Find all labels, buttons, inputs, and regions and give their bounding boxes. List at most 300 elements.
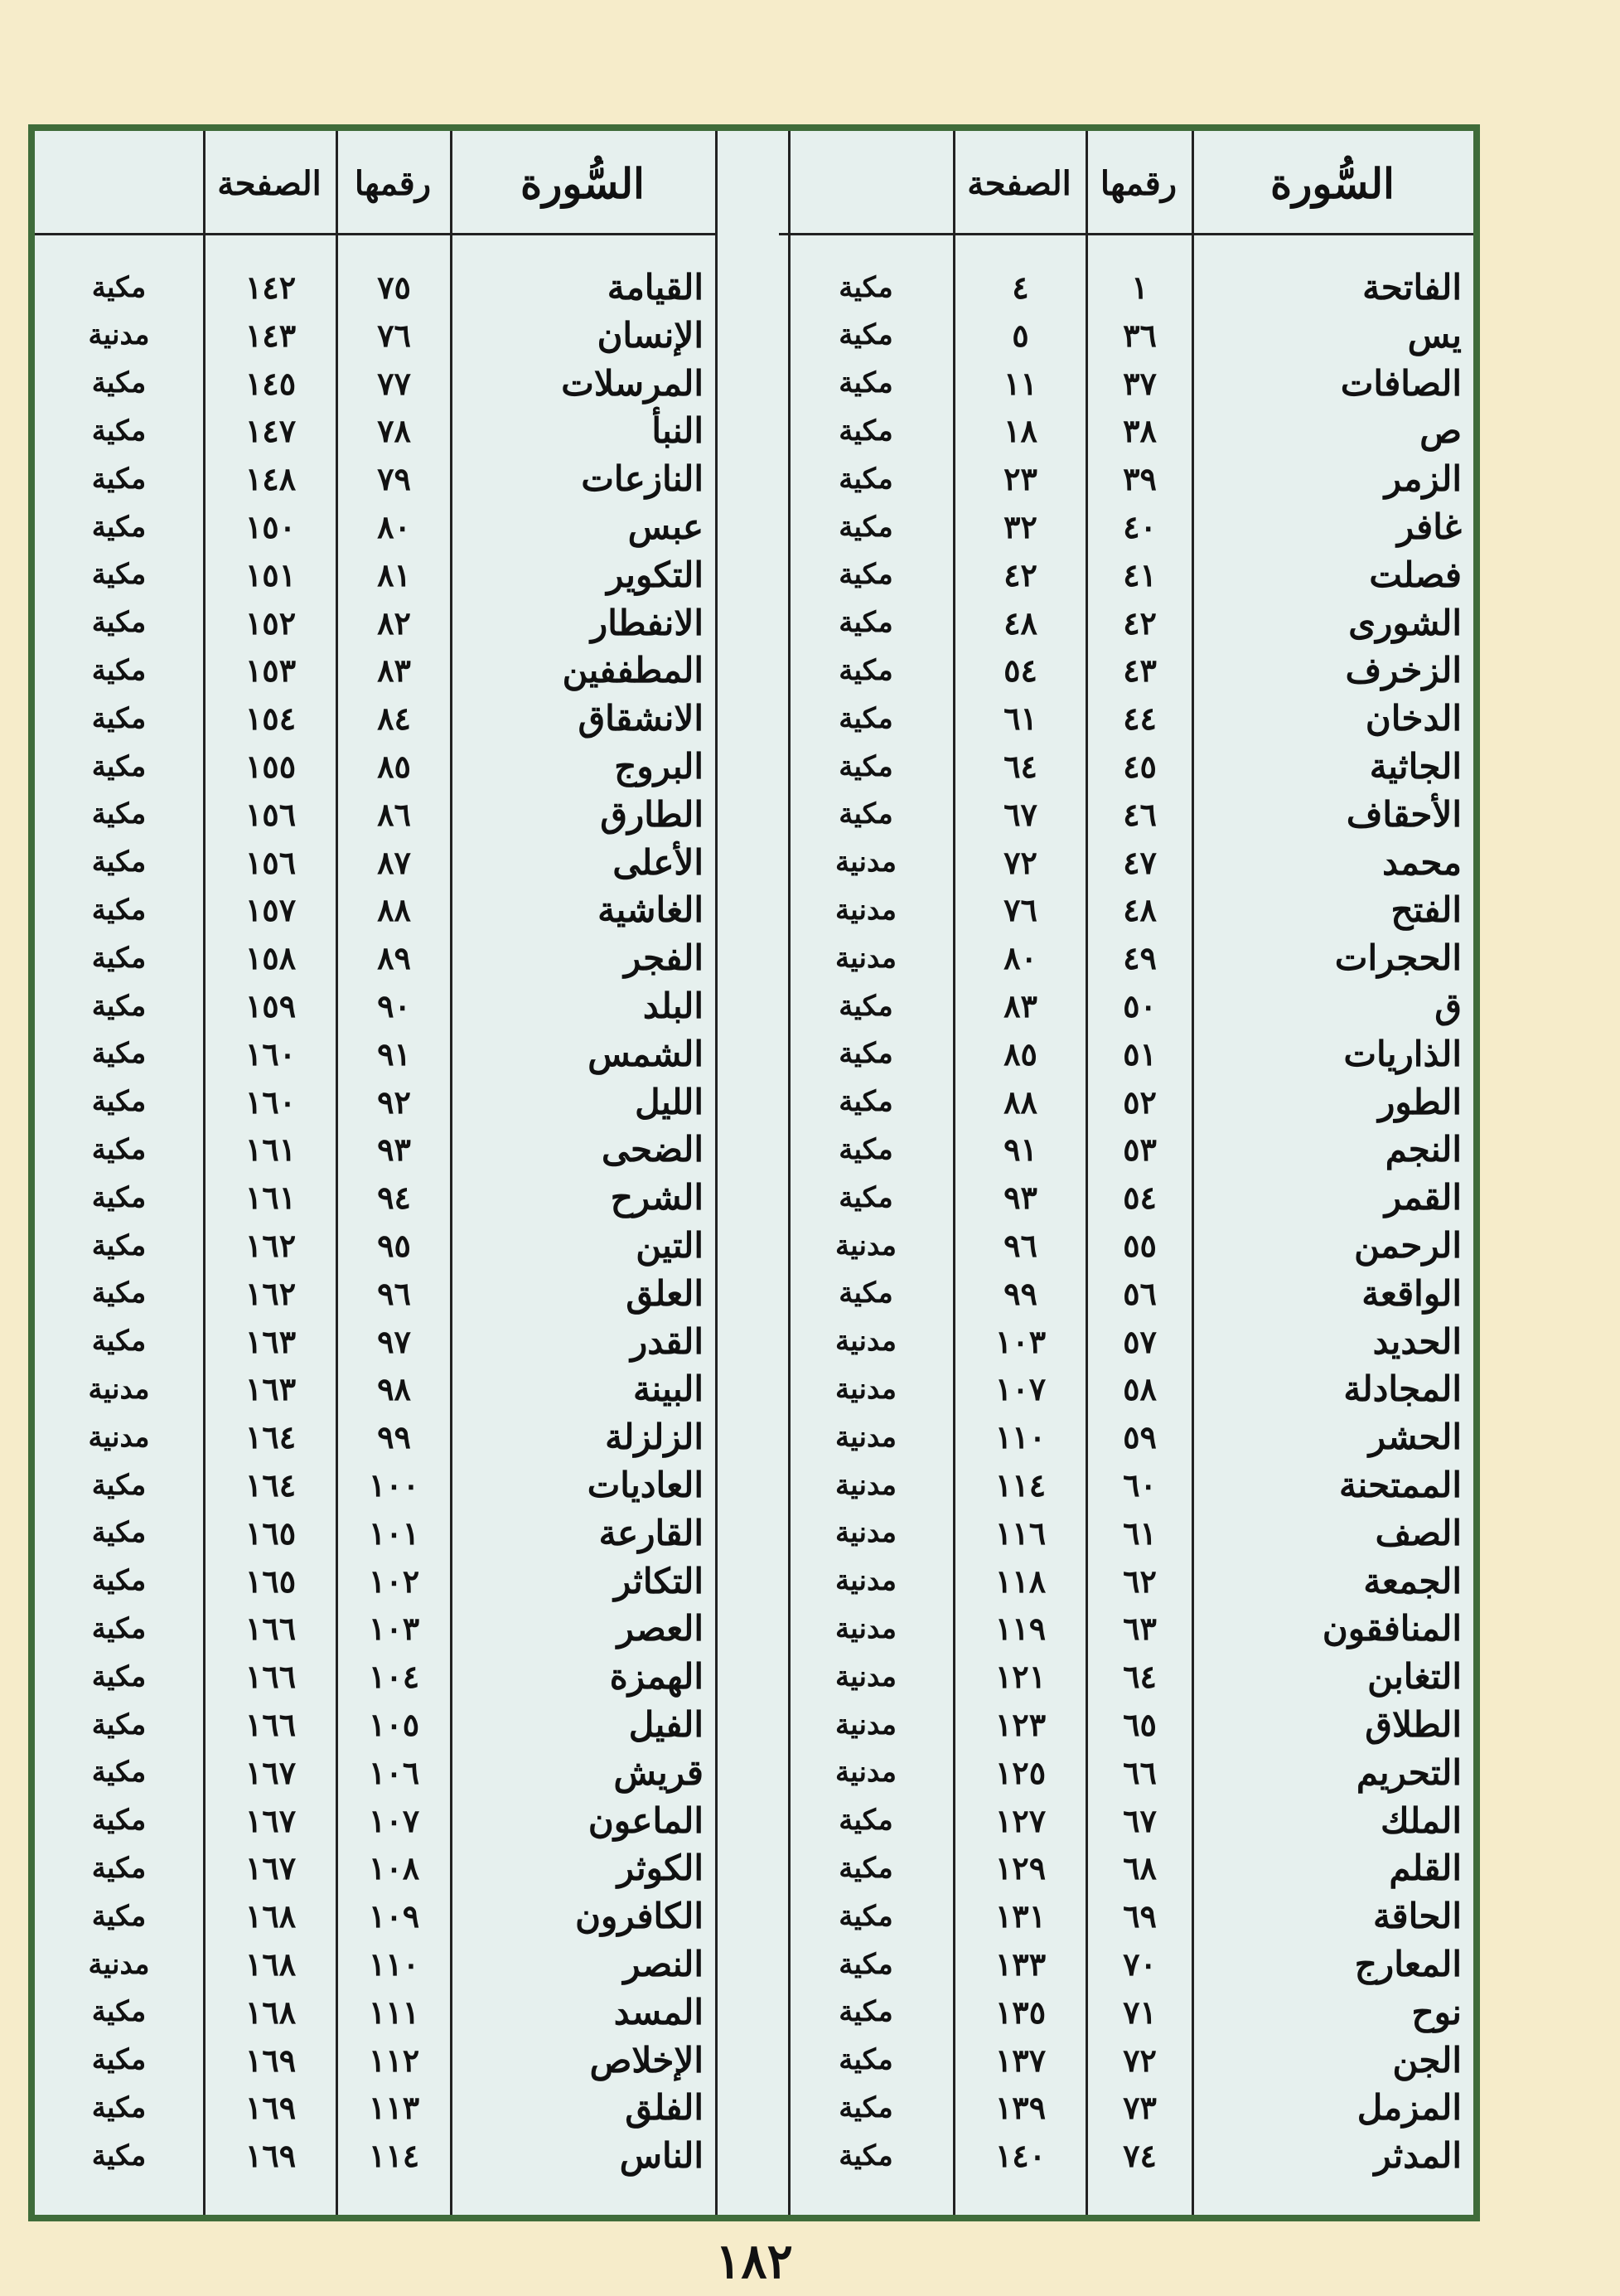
table-row xyxy=(779,886,1473,933)
revelation-type: مكية xyxy=(839,653,893,687)
surah-number: ٧٧ xyxy=(377,364,411,402)
surah-page: ١٦٢ xyxy=(244,1227,297,1264)
table-gutter xyxy=(715,131,791,2215)
surah-name: الحشر xyxy=(1368,1417,1462,1458)
surah-page: ١٢٣ xyxy=(994,1706,1047,1743)
surah-number: ٤٤ xyxy=(1123,700,1157,738)
table-row xyxy=(35,1940,715,1988)
surah-name: القمر xyxy=(1384,1177,1462,1218)
surah-page: ٤٢ xyxy=(1003,555,1037,593)
surah-name: محمد xyxy=(1382,841,1462,883)
surah-page: ١٦٨ xyxy=(244,1945,297,1983)
surah-page: ١٣٧ xyxy=(994,2041,1047,2079)
surah-name: نوح xyxy=(1411,1991,1462,2032)
surah-name: الزخرف xyxy=(1345,650,1462,691)
revelation-type: مكية xyxy=(839,797,893,831)
table-row xyxy=(779,455,1473,502)
table-row xyxy=(779,2084,1473,2131)
table-row xyxy=(35,1270,715,1317)
table-row xyxy=(35,1030,715,1078)
surah-number: ٨١ xyxy=(377,555,411,593)
revelation-type: مكية xyxy=(91,1037,147,1071)
surah-page: ١٦٤ xyxy=(244,1466,297,1504)
surah-page: ١٦٨ xyxy=(244,1897,297,1935)
revelation-type: مكية xyxy=(91,2090,147,2124)
surah-page: ١٦٢ xyxy=(244,1274,297,1312)
revelation-type: مكية xyxy=(839,318,893,352)
table-row xyxy=(779,695,1473,742)
surah-page: ١٤٢ xyxy=(244,269,297,306)
table-row xyxy=(779,1078,1473,1126)
revelation-type: مكية xyxy=(839,749,893,783)
surah-number: ٤٥ xyxy=(1123,748,1157,785)
surah-name: الغاشية xyxy=(597,889,704,931)
revelation-type: مكية xyxy=(839,414,893,448)
revelation-type: مكية xyxy=(839,462,893,496)
surah-page: ١٦٥ xyxy=(244,1514,297,1552)
revelation-type: مكية xyxy=(91,1228,147,1262)
revelation-type: مدنية xyxy=(835,1468,897,1502)
surah-number: ٧٠ xyxy=(1123,1945,1157,1983)
surah-page: ١٤٣ xyxy=(244,316,297,354)
revelation-type: مكية xyxy=(839,270,893,304)
surah-page: ١٦١ xyxy=(244,1179,297,1217)
revelation-type: مكية xyxy=(91,2139,147,2172)
table-row xyxy=(779,1749,1473,1796)
revelation-type: مكية xyxy=(91,653,147,687)
surah-number: ٤١ xyxy=(1123,555,1157,593)
surah-page: ٣٢ xyxy=(1003,508,1037,545)
table-row xyxy=(35,1413,715,1460)
surah-page: ١٦٥ xyxy=(244,1562,297,1600)
surah-page: ١٢٥ xyxy=(994,1753,1047,1791)
surah-name: القدر xyxy=(630,1320,704,1362)
table-row xyxy=(35,1988,715,2036)
surah-number: ٩٠ xyxy=(377,987,411,1024)
revelation-type: مكية xyxy=(839,606,893,640)
surah-page: ٥ xyxy=(1012,316,1029,354)
revelation-type: مكية xyxy=(839,1995,893,2029)
surah-name: الشمس xyxy=(588,1033,704,1074)
surah-name: الفجر xyxy=(624,937,704,979)
surah-page: ١٦٩ xyxy=(244,2089,297,2127)
revelation-type: مكية xyxy=(91,1132,147,1166)
surah-page: ١٦٣ xyxy=(244,1370,297,1408)
surah-number: ١١٠ xyxy=(368,1945,420,1983)
table-row xyxy=(779,599,1473,647)
surah-number: ٩١ xyxy=(377,1034,411,1073)
surah-number: ١٠٥ xyxy=(368,1706,420,1743)
table-row xyxy=(779,1365,1473,1412)
surah-number: ٨٥ xyxy=(377,748,411,785)
surah-page: ١٤٠ xyxy=(994,2137,1047,2175)
surah-number: ١٠٠ xyxy=(368,1466,420,1504)
table-row xyxy=(35,1222,715,1269)
revelation-type: مدنية xyxy=(88,1947,150,1981)
revelation-type: مدنية xyxy=(835,1611,897,1645)
surah-name: ق xyxy=(1434,986,1462,1026)
surah-number: ٩٥ xyxy=(377,1227,411,1264)
surah-number: ٧٩ xyxy=(377,460,411,498)
surah-number: ٥٧ xyxy=(1123,1322,1157,1360)
surah-number: ٤٩ xyxy=(1123,939,1157,977)
surah-name: العصر xyxy=(617,1608,704,1649)
surah-name: قريش xyxy=(613,1751,704,1793)
surah-name: الممتحنة xyxy=(1338,1465,1462,1505)
table-row xyxy=(35,839,715,886)
table-header-right xyxy=(779,131,1473,235)
surah-number: ٤٧ xyxy=(1123,843,1157,881)
surah-name: الحاقة xyxy=(1373,1896,1462,1937)
surah-name: الطارق xyxy=(600,793,704,835)
revelation-type: مكية xyxy=(839,2090,893,2124)
surah-number: ٩٩ xyxy=(377,1418,411,1456)
surah-page: ١٠٣ xyxy=(994,1322,1047,1360)
table-row xyxy=(35,1605,715,1652)
revelation-type: مكية xyxy=(91,749,147,783)
surah-name: الطور xyxy=(1378,1081,1462,1122)
index-table-frame xyxy=(28,124,1480,2221)
revelation-type: مدنية xyxy=(88,1420,150,1454)
revelation-type: مدنية xyxy=(88,318,150,352)
surah-number: ١٠١ xyxy=(368,1514,420,1552)
surah-page: ١٠٧ xyxy=(994,1370,1047,1408)
surah-name: الفاتحة xyxy=(1362,267,1462,308)
table-row xyxy=(35,455,715,502)
revelation-type: مكية xyxy=(839,1947,893,1981)
surah-page: ١٤٨ xyxy=(244,460,297,498)
surah-number: ١١١ xyxy=(368,1993,420,2031)
table-row xyxy=(779,2132,1473,2179)
surah-number: ٩٢ xyxy=(377,1083,411,1121)
table-row xyxy=(35,1126,715,1173)
revelation-type: مدنية xyxy=(835,941,897,975)
surah-number: ٥٠ xyxy=(1123,987,1157,1024)
table-row xyxy=(35,1318,715,1365)
revelation-type: مكية xyxy=(91,1851,147,1885)
revelation-type: مكية xyxy=(91,366,147,400)
revelation-type: مكية xyxy=(839,510,893,544)
surah-page: ١١ xyxy=(1003,364,1037,402)
surah-page: ١٦٤ xyxy=(244,1418,297,1456)
table-row xyxy=(35,1461,715,1509)
surah-page: ١٥٩ xyxy=(244,987,297,1024)
revelation-type: مكية xyxy=(839,1085,893,1119)
surah-page: ١١٩ xyxy=(994,1610,1047,1648)
surah-name: الفيل xyxy=(628,1704,704,1745)
table-row xyxy=(35,1653,715,1700)
surah-name: الكوثر xyxy=(617,1848,704,1889)
revelation-type: مكية xyxy=(91,1756,147,1790)
revelation-type: مكية xyxy=(91,1804,147,1838)
surah-name: الفتح xyxy=(1390,889,1462,931)
revelation-type: مدنية xyxy=(835,1564,897,1598)
table-row xyxy=(779,1797,1473,1844)
surah-page: ١٦٦ xyxy=(244,1706,297,1743)
surah-number: ٦٦ xyxy=(1123,1753,1157,1791)
surah-number: ٥٣ xyxy=(1123,1131,1157,1169)
surah-name: الدخان xyxy=(1365,698,1462,739)
surah-page: ٤٨ xyxy=(1003,603,1037,642)
surah-name: التغابن xyxy=(1367,1656,1462,1698)
surah-name: الحجرات xyxy=(1334,937,1462,979)
surah-name: الزلزلة xyxy=(605,1417,704,1458)
table-row xyxy=(35,264,715,311)
surah-number: ٩٣ xyxy=(377,1131,411,1169)
revelation-type: مدنية xyxy=(88,1372,150,1406)
surah-name: الكافرون xyxy=(575,1896,704,1937)
page-number: ١٨٢ xyxy=(715,2233,793,2289)
surah-page: ٥٤ xyxy=(1003,652,1037,690)
surah-name: الزمر xyxy=(1384,458,1462,500)
surah-name: القلم xyxy=(1389,1848,1462,1889)
surah-number: ٤٢ xyxy=(1123,603,1157,642)
surah-name: التين xyxy=(636,1225,704,1266)
surah-number: ٤٦ xyxy=(1123,795,1157,833)
surah-name: الأعلى xyxy=(612,841,704,883)
table-row xyxy=(35,695,715,742)
surah-name: المزمل xyxy=(1356,2087,1462,2129)
surah-page: ١٣٣ xyxy=(994,1945,1047,1983)
surah-name: الشورى xyxy=(1348,602,1462,643)
surah-number: ٨٤ xyxy=(377,700,411,738)
surah-name: الصافات xyxy=(1340,362,1462,404)
table-row xyxy=(35,647,715,694)
revelation-type: مكية xyxy=(839,1180,893,1214)
table-row xyxy=(35,982,715,1029)
surah-number: ٦٤ xyxy=(1123,1658,1157,1696)
surah-number: ٩٦ xyxy=(377,1274,411,1312)
revelation-type: مكية xyxy=(839,701,893,735)
table-row xyxy=(35,2132,715,2179)
surah-page: ١٦٦ xyxy=(244,1658,297,1696)
table-row xyxy=(779,503,1473,550)
table-row xyxy=(779,839,1473,886)
surah-number: ٥٨ xyxy=(1123,1370,1157,1408)
table-row xyxy=(35,503,715,550)
table-row xyxy=(779,360,1473,407)
surah-number: ٨٩ xyxy=(377,939,411,977)
surah-page: ١٦١ xyxy=(244,1131,297,1169)
surah-number: ٤٣ xyxy=(1123,652,1157,690)
revelation-type: مكية xyxy=(839,989,893,1023)
surah-page: ١٣٥ xyxy=(994,1993,1047,2031)
table-row xyxy=(779,551,1473,598)
table-row xyxy=(779,1174,1473,1221)
surah-number: ٥٦ xyxy=(1123,1274,1157,1312)
surah-name: يس xyxy=(1407,314,1462,356)
revelation-type: مكية xyxy=(91,797,147,831)
revelation-type: مكية xyxy=(91,2043,147,2077)
surah-name: المدثر xyxy=(1374,2135,1462,2177)
surah-name: النصر xyxy=(623,1944,704,1984)
revelation-type: مكية xyxy=(91,606,147,640)
revelation-type: مدنية xyxy=(835,1659,897,1693)
surah-number: ٨٠ xyxy=(377,508,411,545)
surah-name: القيامة xyxy=(607,267,704,308)
surah-number: ٨٧ xyxy=(377,843,411,881)
revelation-type: مدنية xyxy=(835,1372,897,1406)
revelation-type: مدنية xyxy=(835,1420,897,1454)
surah-name: القارعة xyxy=(598,1512,704,1553)
surah-number: ١١٣ xyxy=(368,2089,420,2127)
table-row xyxy=(779,1940,1473,1988)
revelation-type: مدنية xyxy=(835,893,897,927)
surah-name: الملك xyxy=(1380,1800,1462,1841)
table-row xyxy=(35,1078,715,1126)
revelation-type: مكية xyxy=(91,1899,147,1933)
surah-name: الواقعة xyxy=(1361,1272,1462,1314)
table-row xyxy=(779,1557,1473,1605)
surah-number: ٦٢ xyxy=(1123,1562,1157,1600)
table-row xyxy=(779,1318,1473,1365)
surah-page: ١٢٩ xyxy=(994,1849,1047,1887)
table-row xyxy=(779,934,1473,981)
header-page: الصفحة xyxy=(967,163,1071,203)
revelation-type: مكية xyxy=(91,1611,147,1645)
surah-page: ١٦٩ xyxy=(244,2137,297,2175)
surah-number: ٧٨ xyxy=(377,412,411,450)
surah-number: ١٠٤ xyxy=(368,1658,420,1696)
revelation-type: مدنية xyxy=(835,1325,897,1359)
surah-page: ١١٨ xyxy=(994,1562,1047,1600)
header-surah: السُّورة xyxy=(1270,158,1395,208)
surah-number: ٨٢ xyxy=(377,603,411,642)
revelation-type: مكية xyxy=(839,2043,893,2077)
revelation-type: مكية xyxy=(91,558,147,592)
surah-page: ١٥٥ xyxy=(244,748,297,785)
table-row xyxy=(35,551,715,598)
surah-number: ٣٦ xyxy=(1123,316,1157,354)
surah-number: ٤٠ xyxy=(1123,508,1157,545)
surah-number: ٨٨ xyxy=(377,891,411,929)
surah-page: ٩١ xyxy=(1003,1131,1037,1169)
revelation-type: مكية xyxy=(91,1707,147,1741)
surah-page: ١٥١ xyxy=(244,555,297,593)
surah-number: ٧٤ xyxy=(1123,2137,1157,2175)
table-row xyxy=(779,264,1473,311)
surah-page: ٧٢ xyxy=(1003,843,1037,881)
surah-page: ١٥٦ xyxy=(244,843,297,881)
revelation-type: مكية xyxy=(91,1564,147,1598)
surah-number: ٧٦ xyxy=(377,316,411,354)
surah-name: المطففين xyxy=(562,650,704,691)
revelation-type: مدنية xyxy=(835,1707,897,1741)
revelation-type: مكية xyxy=(91,893,147,927)
surah-number: ١٠٧ xyxy=(368,1801,420,1839)
surah-number: ٤٨ xyxy=(1123,891,1157,929)
table-row xyxy=(35,1557,715,1605)
revelation-type: مكية xyxy=(839,1851,893,1885)
surah-name: العاديات xyxy=(587,1465,704,1505)
surah-name: المعارج xyxy=(1354,1944,1462,1984)
table-header-left xyxy=(35,131,715,235)
surah-number: ٩٤ xyxy=(377,1179,411,1217)
revelation-type: مكية xyxy=(839,1132,893,1166)
table-row xyxy=(35,1174,715,1221)
surah-name: الحديد xyxy=(1372,1320,1462,1362)
table-row xyxy=(35,1509,715,1557)
surah-name: الجاثية xyxy=(1369,746,1462,787)
surah-name: البروج xyxy=(614,746,704,787)
surah-page: ١٨ xyxy=(1003,412,1037,450)
surah-page: ٨٨ xyxy=(1003,1083,1037,1121)
surah-page: ٦٧ xyxy=(1003,795,1037,833)
surah-name: الإنسان xyxy=(597,314,704,356)
surah-page: ١٥٧ xyxy=(244,891,297,929)
surah-number: ٣٩ xyxy=(1123,460,1157,498)
surah-name: التحريم xyxy=(1356,1751,1462,1793)
surah-name: النجم xyxy=(1385,1129,1462,1170)
surah-name: الطلاق xyxy=(1365,1704,1462,1745)
surah-page: ٦١ xyxy=(1003,700,1037,738)
surah-page: ١٤٥ xyxy=(244,364,297,402)
revelation-type: مكية xyxy=(839,1037,893,1071)
surah-page: ٩٦ xyxy=(1003,1227,1037,1264)
surah-number: ٥٢ xyxy=(1123,1083,1157,1121)
surah-page: ٨٥ xyxy=(1003,1034,1037,1073)
table-block-right xyxy=(779,131,1473,2215)
surah-number: ٥١ xyxy=(1123,1034,1157,1073)
table-row xyxy=(35,1365,715,1412)
surah-name: المسد xyxy=(613,1991,704,2032)
revelation-type: مكية xyxy=(91,462,147,496)
header-number: رقمها xyxy=(1100,163,1178,203)
surah-number: ١ xyxy=(1131,269,1149,306)
table-row xyxy=(779,1844,1473,1892)
revelation-type: مدنية xyxy=(835,845,897,879)
surah-number: ٦٧ xyxy=(1123,1801,1157,1839)
surah-name: العلق xyxy=(626,1272,704,1314)
surah-page: ٤ xyxy=(1012,269,1029,306)
surah-number: ٨٦ xyxy=(377,795,411,833)
surah-page: ١٢٧ xyxy=(994,1801,1047,1839)
surah-number: ٣٨ xyxy=(1123,412,1157,450)
surah-name: عبس xyxy=(627,506,704,547)
table-row xyxy=(35,791,715,838)
revelation-type: مكية xyxy=(91,1325,147,1359)
revelation-type: مدنية xyxy=(835,1756,897,1790)
surah-page: ١٥٦ xyxy=(244,795,297,833)
surah-name: الجمعة xyxy=(1363,1560,1462,1601)
surah-page: ١٥٤ xyxy=(244,700,297,738)
surah-name: الناس xyxy=(619,2135,704,2177)
surah-page: ١٣١ xyxy=(994,1897,1047,1935)
table-row xyxy=(35,1749,715,1796)
table-row xyxy=(35,360,715,407)
table-row xyxy=(779,1030,1473,1078)
table-row xyxy=(35,1701,715,1748)
surah-name: الذاريات xyxy=(1343,1033,1462,1074)
table-row xyxy=(35,1797,715,1844)
table-row xyxy=(779,1413,1473,1460)
surah-name: التكاثر xyxy=(614,1560,704,1601)
revelation-type: مكية xyxy=(839,558,893,592)
surah-name: فصلت xyxy=(1369,554,1462,595)
revelation-type: مكية xyxy=(91,701,147,735)
table-row xyxy=(35,934,715,981)
table-block-left xyxy=(35,131,715,2215)
revelation-type: مكية xyxy=(91,845,147,879)
revelation-type: مكية xyxy=(839,1899,893,1933)
surah-page: ١٣٩ xyxy=(994,2089,1047,2127)
surah-number: ٩٨ xyxy=(377,1370,411,1408)
table-row xyxy=(35,599,715,647)
surah-name: ص xyxy=(1419,410,1462,452)
table-row xyxy=(779,1988,1473,2036)
surah-page: ٨٠ xyxy=(1003,939,1037,977)
surah-name: المرسلات xyxy=(561,362,704,404)
